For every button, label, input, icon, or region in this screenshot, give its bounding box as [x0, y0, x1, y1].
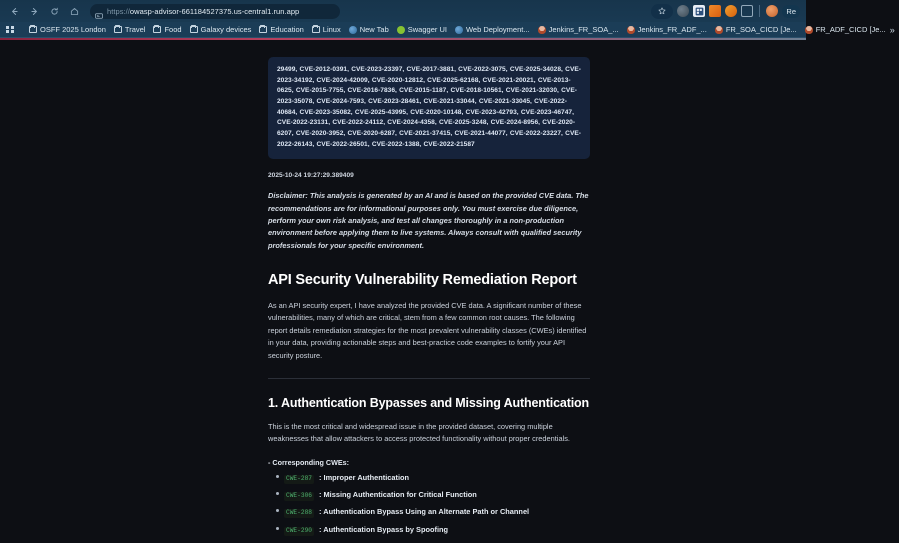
report-content — [268, 40, 590, 543]
jenkins-icon — [805, 26, 813, 34]
bullet-icon — [276, 475, 279, 478]
apps-grid-icon[interactable] — [3, 23, 17, 37]
bookmark-item[interactable]: Food — [149, 24, 185, 35]
toolbar-divider — [759, 5, 760, 17]
back-arrow-icon[interactable] — [4, 1, 24, 21]
globe-icon — [349, 26, 357, 34]
home-icon[interactable] — [64, 1, 84, 21]
cve-list-block: 29499, CVE-2012-0391, CVE-2023-23397, CVE-2017-3881, CVE-2022-3075, CVE-2025-34028, CVE-2023-34192, CVE-2024-42009, CVE-2020-12812, CVE-2025-62168, CVE-2021-20021, CVE-2013-0625, CVE-2015-7755, CVE-2016-7836, CVE-2015-1187, CVE-2018-10561, CVE-2021-32030, CVE-2023-35078, CVE-2024-7593, CVE-2023-28461, CVE-2021-33044, CVE-2021-33045, CVE-2022-40684, CVE-2023-35082, CVE-2025-43995, CVE-2020-10148, CVE-2023-42793, CVE-2023-46747, CVE-2022-23131, CVE-2022-24112, CVE-2024-4358, CVE-2025-3248, CVE-2024-8956, CVE-2020-6207, CVE-2020-3952, CVE-2020-6287, CVE-2021-37415, CVE-2021-44077, CVE-2022-23227, CVE-2022-26143, CVE-2022-26501, CVE-2022-1388, CVE-2022-21587 — [268, 57, 590, 159]
address-bar[interactable] — [90, 4, 340, 19]
bookmark-star-icon[interactable] — [651, 4, 673, 19]
translate-extension-icon[interactable] — [677, 5, 689, 17]
orange-extension-icon[interactable] — [709, 5, 721, 17]
bookmarks-overflow-button[interactable]: » — [889, 24, 895, 35]
bookmark-item[interactable]: Galaxy devices — [186, 24, 256, 35]
bullet-icon — [276, 509, 279, 512]
globe-icon — [455, 26, 463, 34]
cwe-description: : Improper Authentication — [319, 472, 410, 482]
disclaimer-paragraph — [268, 190, 590, 251]
relaunch-update-button[interactable]: Re — [782, 5, 800, 18]
list-item — [268, 526, 590, 536]
cwe-code-link[interactable]: CWE-287 — [286, 474, 312, 482]
folder-icon — [114, 26, 122, 33]
list-item — [268, 474, 590, 484]
swagger-icon — [397, 26, 405, 34]
section-lead-text: This is the most critical and widespread issue in the provided dataset, covering multiple weaknesses that allow attackers to access protected functionality without proper credentials. — [268, 421, 570, 444]
jenkins-icon — [627, 26, 635, 34]
cwe-code-link[interactable]: CWE-288 — [286, 509, 312, 517]
cwe-code-link[interactable]: CWE-306 — [286, 492, 312, 500]
browser-chrome — [0, 0, 895, 38]
section-heading: 1. Authentication Bypasses and Missing Authentication — [268, 395, 590, 410]
report-timestamp: 2025-10-24 19:27:29.389409 — [268, 172, 354, 180]
forward-arrow-icon[interactable] — [24, 1, 44, 21]
extensions-puzzle-icon[interactable] — [741, 5, 753, 17]
bookmark-item[interactable]: Travel — [110, 24, 150, 35]
list-item — [268, 491, 590, 501]
bookmark-item[interactable]: Jenkins_FR_SOA_... — [534, 24, 623, 35]
section-divider — [268, 378, 590, 379]
cwe-list-heading: - Corresponding CWEs: — [268, 457, 350, 467]
bullet-icon — [276, 527, 279, 530]
bookmarks-bar — [0, 22, 895, 38]
list-item — [268, 508, 590, 518]
cwe-description: : Authentication Bypass by Spoofing — [319, 524, 449, 534]
page-viewport — [0, 38, 806, 534]
toolbar-right-actions — [651, 4, 802, 19]
grid-extension-icon[interactable] — [693, 5, 705, 17]
folder-icon — [29, 26, 37, 33]
bookmark-item[interactable]: New Tab — [345, 24, 393, 35]
bookmark-item[interactable]: Education — [255, 24, 307, 35]
folder-icon — [153, 26, 161, 33]
bookmark-item[interactable]: Linux — [308, 24, 345, 35]
folder-icon — [190, 26, 198, 33]
browser-toolbar — [0, 0, 806, 22]
profile-avatar[interactable] — [766, 5, 778, 17]
url-text: https://owasp-advisor-661184527375.us-central1.run.app — [107, 6, 300, 16]
bookmark-item[interactable]: Jenkins_FR_ADF_... — [623, 24, 711, 35]
cwe-description: : Authentication Bypass Using an Alternate Path or Channel — [319, 507, 530, 517]
bookmark-item[interactable]: Web Deployment... — [451, 24, 534, 35]
cwe-code-link[interactable]: CWE-290 — [286, 526, 312, 534]
reload-icon[interactable] — [44, 1, 64, 21]
bullet-icon — [276, 492, 279, 495]
disclaimer-body: This analysis is generated by an AI and is based on the provided CVE data. The recommendations are for informational purposes only. You must exercise due diligence, perform your own risk analysis, and test all changes thoroughly in a non-production environment before applying them to live systems. Always consult with qualified security professionals for your specific environment. — [268, 191, 589, 250]
folder-icon — [259, 26, 267, 33]
bookmark-item[interactable]: OSFF 2025 London — [25, 24, 110, 35]
bookmark-item[interactable]: Swagger UI — [393, 24, 451, 35]
disclaimer-label: Disclaimer: — [268, 191, 308, 201]
page-title: API Security Vulnerability Remediation Report — [268, 271, 577, 288]
site-settings-icon[interactable] — [95, 7, 103, 15]
bookmark-item[interactable]: FR_ADF_CICD [Je... — [801, 24, 890, 35]
flame-extension-icon[interactable] — [725, 5, 737, 17]
bookmark-item[interactable]: FR_SOA_CICD [Je... — [711, 24, 801, 35]
cwe-description: : Missing Authentication for Critical Function — [319, 490, 477, 500]
cwe-list — [268, 474, 590, 536]
report-intro: As an API security expert, I have analyzed the provided CVE data. A significant number of these vulnerabilities, many of which are critical, stem from a few common root causes. The following report details remediation strategies for the most prevalent vulnerability classes (CWEs) identified in your data, providing actionable steps and best-practice code examples to fortify your API security posture. — [268, 300, 587, 360]
jenkins-icon — [538, 26, 546, 34]
folder-icon — [312, 26, 320, 33]
jenkins-icon — [715, 26, 723, 34]
